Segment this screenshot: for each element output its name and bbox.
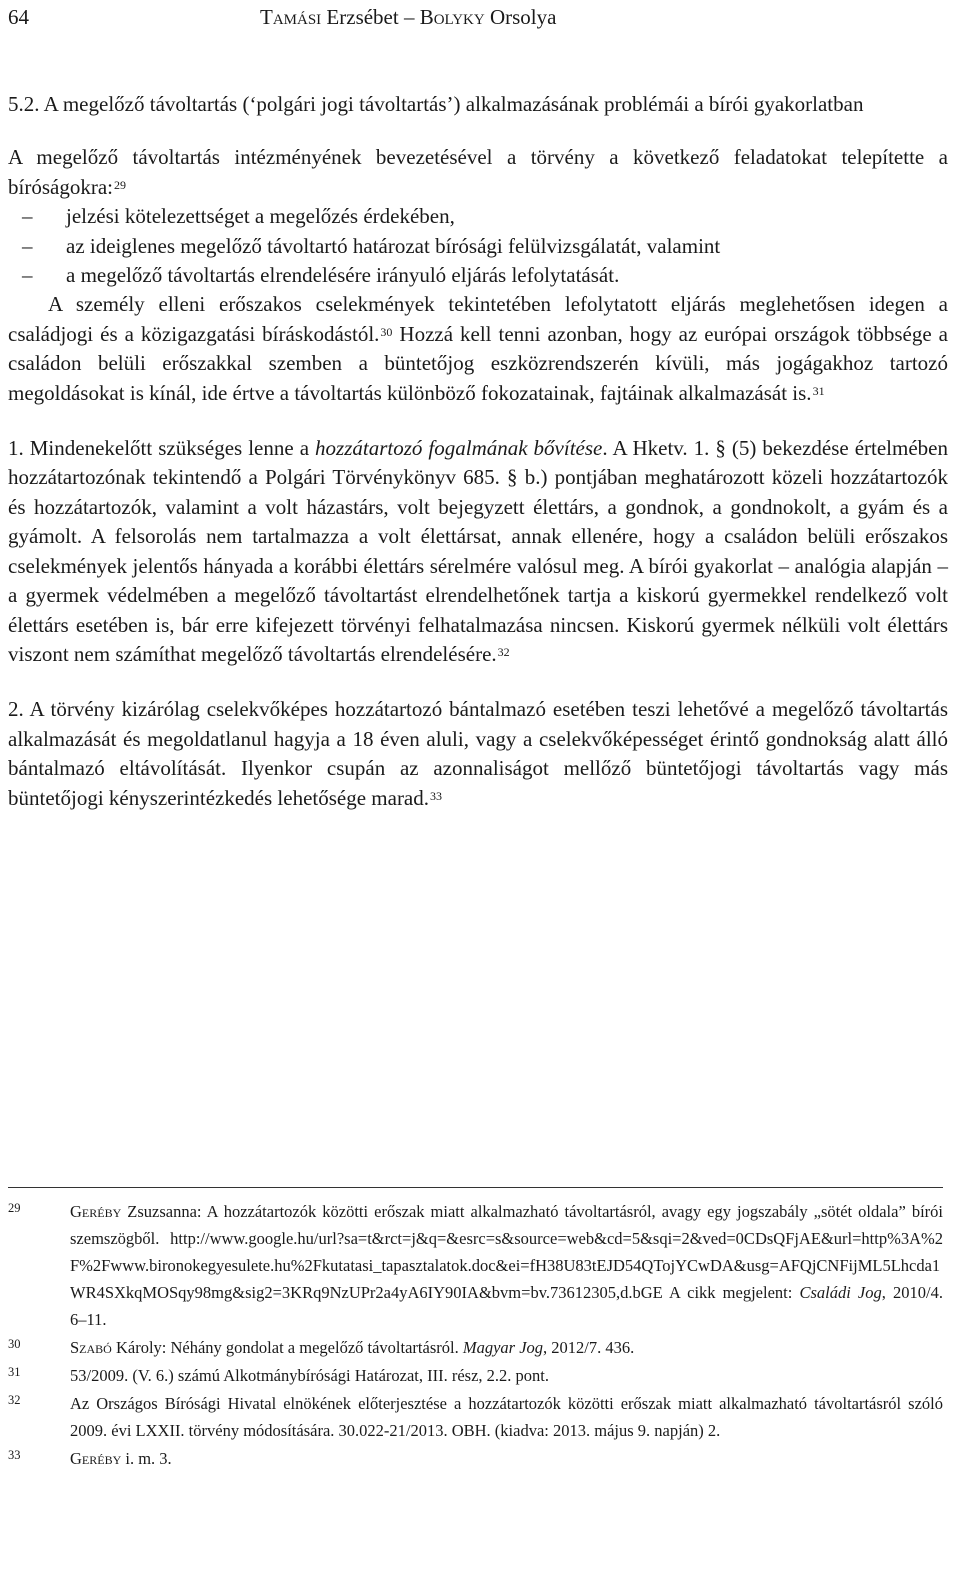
footnote-author: Geréby <box>70 1202 122 1221</box>
paragraph-2-text-b: Hozzá kell tenni azonban, hogy az európai országok többsége a családon belüli erőszakkal szemben a büntetőjog eszközrendszerén kívüli, más jogágakhoz tartozó megoldásokat is kínál, ide értve a távoltartás különböző fokozatainak, fajtáinak alkalmazását is. <box>8 321 948 405</box>
footnote-ref-29[interactable]: 29 <box>113 177 126 192</box>
paragraph-4 <box>8 695 948 813</box>
author2-given: Orsolya <box>489 5 557 29</box>
footnote-ref-31[interactable]: 31 <box>812 383 825 398</box>
footnote-number: 32 <box>8 1393 21 1407</box>
intro-paragraph <box>8 143 948 202</box>
author-separator: – <box>403 5 415 29</box>
footnote-32 <box>8 1390 943 1444</box>
paragraph-3-text-b: . A Hketv. 1. § (5) bekezdése értelmében hozzátartozónak tekintendő a Polgári Törvénykönyv 685. § b.) pontjában meghatározott közeli hozzátartozók és hozzátartozók, valamint a volt házastárs, volt bejegyzett élettárs, a gondnok, a gondnokolt, a gyám és a gyámolt. A felsorolás nem tartalmazza a volt élettársat, annak ellenére, hogy a családon belüli erőszakos cselekmények jelentős hányada a korábbi élettárs sérelmére valósul meg. A bírói gyakorlat – analógia alapján – a gyermek védelmében a megelőző távoltartást elrendelhetőnek tartja a kiskorú gyermekkel rendelkező volt élettárs esetében is, bár erre kifejezett törvényi felhatalmazása nincsen. Kiskorú gyermek nélküli volt élettárs viszont nem számíthat megelőző távoltartás elrendelésére. <box>8 436 948 666</box>
footnote-33 <box>8 1445 943 1472</box>
section-title: 5.2. A megelőző távoltartás (‘polgári jogi távoltartás’) alkalmazásának problémái a bírói gyakorlatban <box>8 92 864 116</box>
page-number: 64 <box>8 5 29 29</box>
footnote-text: , 2010/4. 6–11. <box>70 1283 943 1329</box>
author1-surname: Tamási <box>260 5 322 29</box>
footnote-number: 29 <box>8 1201 21 1215</box>
footnote-text: Zsuzsanna: A hozzátartozók közötti erőszak miatt alkalmazható távoltartásról, avagy egy jogszabály „sötét oldala” bírói szemszögből. <box>70 1202 943 1248</box>
running-title <box>260 0 556 34</box>
footnote-text: Az Országos Bírósági Hivatal elnökének előterjesztése a hozzátartozók közötti erőszak miatt alkalmazható távoltartásról szóló 2009. évi LXXII. törvény módosítására. 30.022-21/2013. OBH. (kiadva: 2013. május 9. napján) 2. <box>70 1394 943 1440</box>
footnote-30 <box>8 1334 943 1361</box>
footnote-ref-33[interactable]: 33 <box>430 788 443 803</box>
author1-given: Erzsébet <box>326 5 399 29</box>
footnote-url-link[interactable]: http://www.google.hu/url?sa=t&rct=j&q=&esrc=s&source=web&cd=5&sqi=2&ved=0CDsQFjAE&url=http%3A%2F%2Fwww.bironokegyesulete.hu%2Fkutatasi_tapasztalatok.doc&ei=fH38U83tEJD54QTojYCwDA&usg=AFQjCNFijML5Lhcda1WR4SXkqMOSqy98mg&sig2=3KRq9NzUPr2a4yA6IY90IA&bvm=bv.73612305,d.bGE <box>70 1229 943 1302</box>
footnote-author: Geréby <box>70 1449 122 1468</box>
list-item: – az ideiglenes megelőző távoltartó határozat bírósági felülvizsgálatát, valamint <box>8 232 948 261</box>
paragraph-2 <box>8 290 948 408</box>
list-item: – jelzési kötelezettséget a megelőzés érdekében, <box>8 202 948 231</box>
footnote-text: 53/2009. (V. 6.) számú Alkotmánybírósági Határozat, III. rész, 2.2. pont. <box>70 1366 550 1385</box>
intro-text: A megelőző távoltartás intézményének bevezetésével a törvény a következő feladatokat telepítette a bíróságokra: <box>8 145 948 199</box>
footnote-number: 30 <box>8 1337 21 1351</box>
footnote-ref-32[interactable]: 32 <box>497 644 510 659</box>
footnote-29 <box>8 1198 943 1333</box>
paragraph-3 <box>8 434 948 669</box>
duties-list <box>8 202 948 290</box>
footnote-source: Magyar Jog <box>462 1338 544 1357</box>
footnote-source: Családi Jog <box>799 1283 882 1302</box>
footnote-text: i. m. 3. <box>121 1449 172 1468</box>
paragraph-3-text-a: 1. Mindenekelőtt szükséges lenne a <box>8 436 316 461</box>
author2-surname: Bolyky <box>419 5 485 29</box>
footnote-text: A cikk megjelent: <box>662 1283 800 1302</box>
footnotes <box>8 1187 943 1473</box>
main-text <box>8 90 948 813</box>
paragraph-4-text: 2. A törvény kizárólag cselekvőképes hozzátartozó bántalmazó esetében teszi lehetővé a megelőző távoltartás alkalmazását és megoldatlanul hagyja a 18 éven aluli, vagy a cselekvőképességet érintő gondnokság alatt álló bántalmazó eltávolítását. Ilyenkor csupán az azonnaliságot mellőző büntetőjogi távoltartás vagy más büntetőjogi kényszerintézkedés lehetősége marad. <box>8 697 948 810</box>
paragraph-3-emphasis: hozzátartozó fogalmának bővítése <box>315 436 603 461</box>
footnote-31 <box>8 1362 943 1389</box>
list-item: – a megelőző távoltartás elrendelésére irányuló eljárás lefolytatását. <box>8 261 948 290</box>
footnote-author: Szabó <box>70 1338 112 1357</box>
footnote-ref-30[interactable]: 30 <box>380 324 393 339</box>
footnote-text: , 2012/7. 436. <box>543 1338 635 1357</box>
footnote-number: 31 <box>8 1365 21 1379</box>
footnote-text: Károly: Néhány gondolat a megelőző távoltartásról. <box>111 1338 463 1357</box>
footnote-number: 33 <box>8 1448 21 1462</box>
paragraph-2-text-a: A személy elleni erőszakos cselekmények tekintetében lefolytatott eljárás meglehetősen idegen a családjogi és a közigazgatási bíráskodástól. <box>8 292 948 346</box>
